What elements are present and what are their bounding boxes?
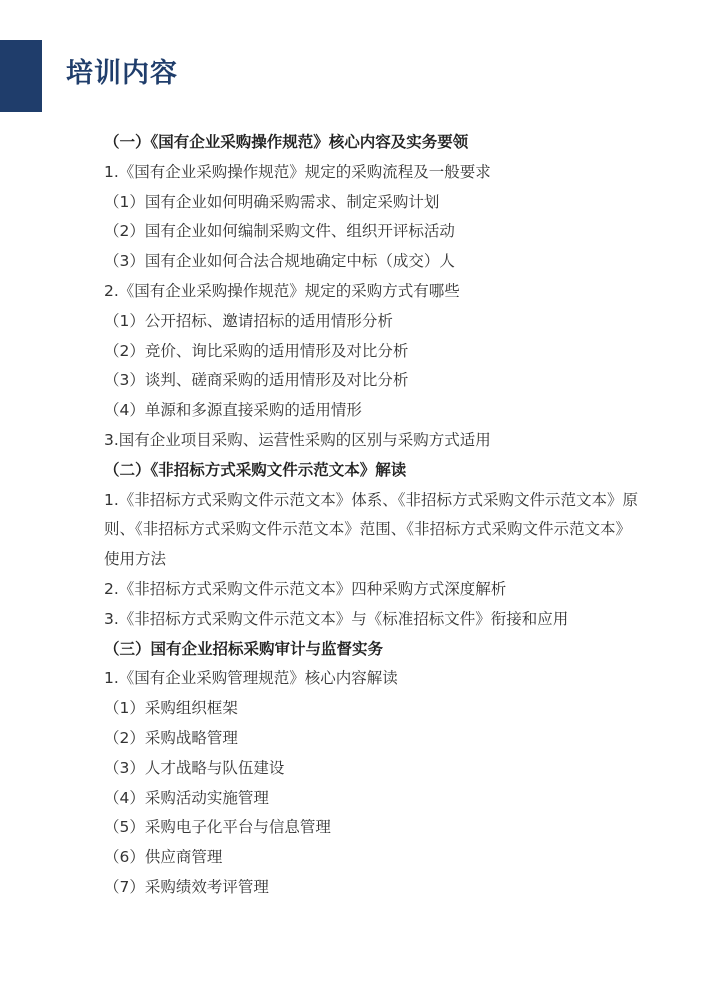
content-line: （6）供应商管理 xyxy=(104,848,223,867)
content-line: （1）国有企业如何明确采购需求、制定采购计划 xyxy=(104,192,440,211)
content-line: 3.《非招标方式采购文件示范文本》与《标准招标文件》衔接和应用 xyxy=(104,609,569,628)
content-line: （2）竞价、询比采购的适用情形及对比分析 xyxy=(104,341,409,360)
content-line: 1.《国有企业采购管理规范》核心内容解读 xyxy=(104,669,398,688)
section-heading: （三）国有企业招标采购审计与监督实务 xyxy=(104,639,384,658)
content-line: （1）采购组织框架 xyxy=(104,699,238,718)
content-line: （3）谈判、磋商采购的适用情形及对比分析 xyxy=(104,371,409,390)
content-line: （4）单源和多源直接采购的适用情形 xyxy=(104,401,362,420)
section-heading: （一）《国有企业采购操作规范》核心内容及实务要领 xyxy=(104,133,469,151)
content-line: 1.《非招标方式采购文件示范文本》体系、《非招标方式采购文件示范文本》原则、《非招标方式采购文件示范文本》范围、《非招标方式采购文件示范文本》使用方法 xyxy=(104,490,639,569)
content-line: （5）采购电子化平台与信息管理 xyxy=(104,818,331,837)
content-line: （3）国有企业如何合法合规地确定中标（成交）人 xyxy=(104,252,455,271)
content-line: （1）公开招标、邀请招标的适用情形分析 xyxy=(104,311,393,330)
content-line: 3.国有企业项目采购、运营性采购的区别与采购方式适用 xyxy=(104,430,491,449)
content-line: 2.《非招标方式采购文件示范文本》四种采购方式深度解析 xyxy=(104,579,507,598)
section-heading: （二）《非招标方式采购文件示范文本》解读 xyxy=(104,460,407,479)
title-accent-bar xyxy=(0,40,42,112)
content-line: （2）国有企业如何编制采购文件、组织开评标活动 xyxy=(104,222,455,241)
content-line: （7）采购绩效考评管理 xyxy=(104,877,269,896)
page-title: 培训内容 xyxy=(66,58,178,89)
content-line: （3）人才战略与队伍建设 xyxy=(104,758,285,777)
content-line: 2.《国有企业采购操作规范》规定的采购方式有哪些 xyxy=(104,281,460,300)
content-line: 1.《国有企业采购操作规范》规定的采购流程及一般要求 xyxy=(104,162,491,181)
content-line: （2）采购战略管理 xyxy=(104,728,238,747)
content-line: （4）采购活动实施管理 xyxy=(104,788,269,807)
training-content xyxy=(104,128,644,903)
